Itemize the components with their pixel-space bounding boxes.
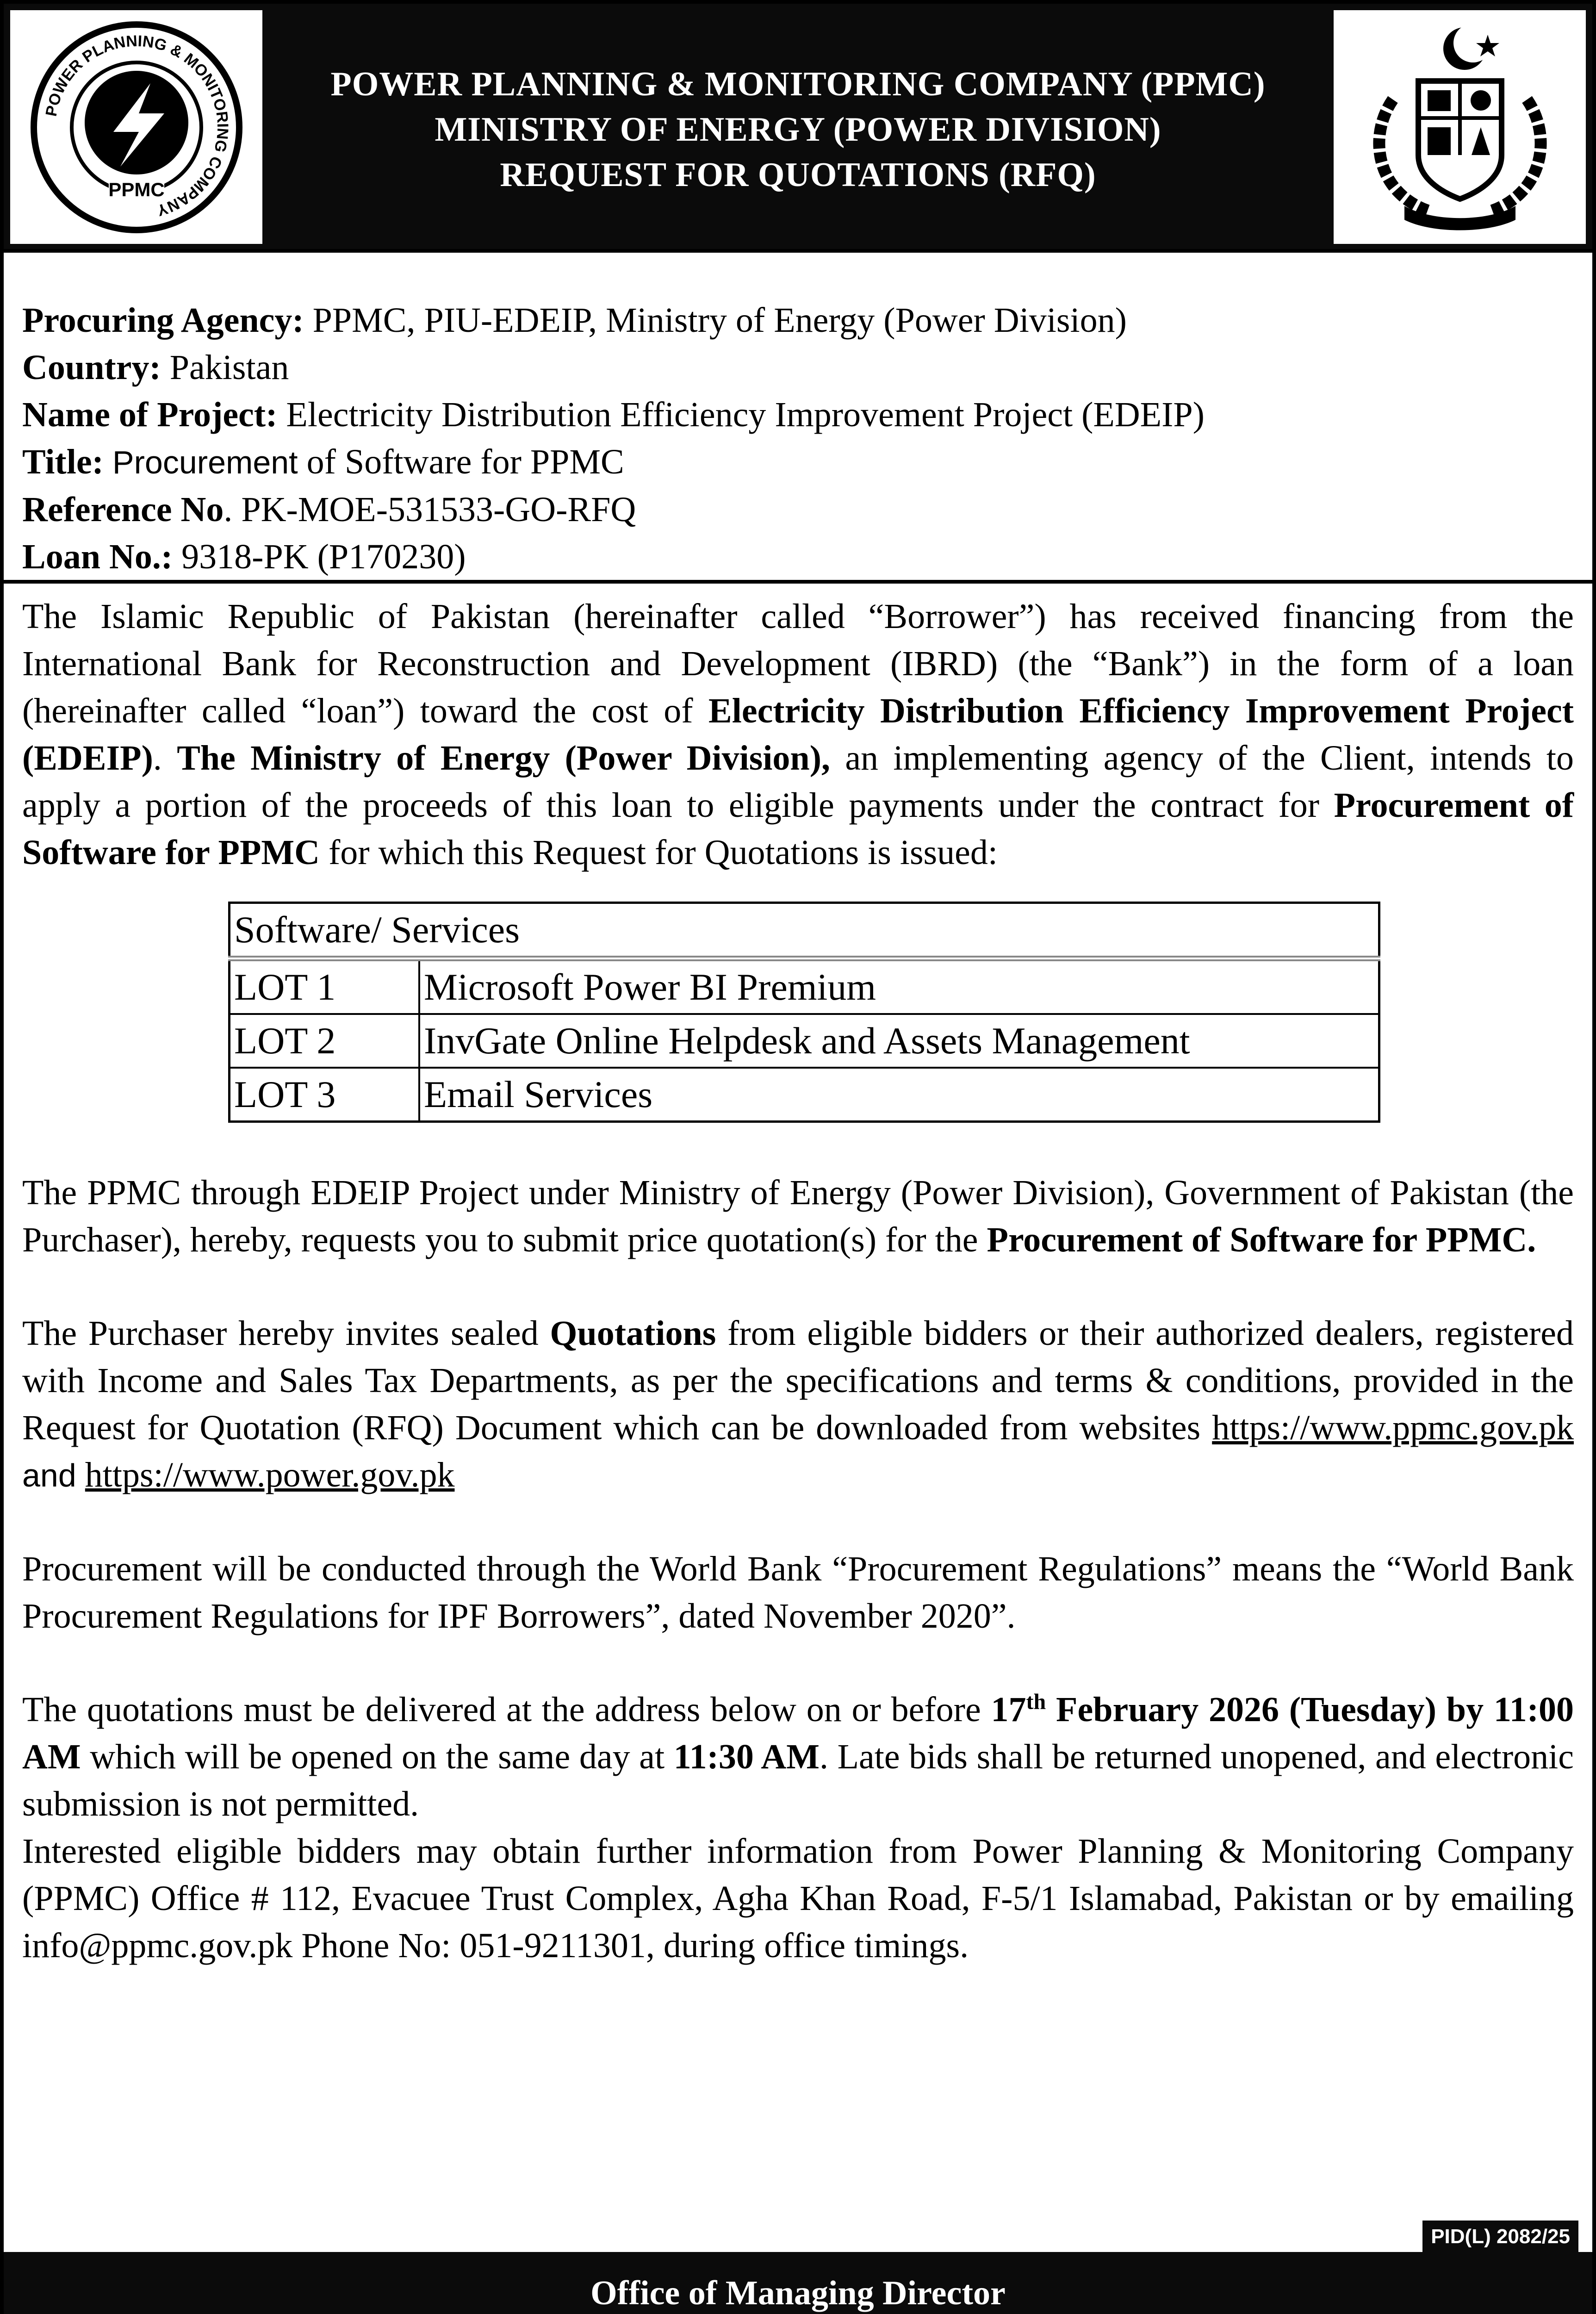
loan-row	[22, 533, 1574, 580]
procuring-agency-value: PPMC, PIU-EDEIP, Ministry of Energy (Power Division)	[312, 301, 1127, 340]
intro-text-2: an implementing agency of the Client, intends to apply a portion of the proceeds of this loan to eligible payments under the contract for	[22, 739, 1574, 825]
invitation-paragraph	[22, 1310, 1574, 1499]
project-name-label: Name of Project:	[22, 395, 278, 434]
procuring-agency-label: Procuring Agency:	[22, 301, 304, 340]
request-procurement: Procurement of Software for PPMC.	[987, 1220, 1536, 1259]
title-value-rest: of Software for PPMC	[306, 442, 624, 481]
lots-table	[228, 902, 1380, 1123]
reference-label: Reference No	[22, 490, 224, 529]
pid-badge: PID(L) 2082/25	[1422, 2221, 1578, 2253]
invitation-text-1: The Purchaser hereby invites sealed	[22, 1314, 539, 1353]
ppmc-logo	[10, 10, 262, 244]
deadline-day-suffix: th	[1026, 1689, 1046, 1714]
deadline-paragraph	[22, 1686, 1574, 1828]
procurement-details	[4, 253, 1592, 584]
table-row	[230, 958, 1379, 1014]
reference-value: . PK-MOE-531533-GO-RFQ	[224, 490, 636, 529]
ppmc-logo-icon	[28, 19, 245, 236]
service-cell: InvGate Online Helpdesk and Assets Management	[419, 1014, 1379, 1068]
regulations-paragraph: Procurement will be conducted through the World Bank “Procurement Regulations” means the “World Bank Procurement Regulations for IPF Borrowers”, dated November 2020”.	[22, 1549, 1574, 1636]
country-label: Country:	[22, 348, 161, 387]
loan-label: Loan No.:	[22, 537, 173, 576]
country-row	[22, 344, 1574, 391]
power-website-link[interactable]: https://www.power.gov.pk	[85, 1456, 455, 1494]
deadline-text-2: which will be opened on the same day at	[90, 1737, 665, 1776]
intro-text-3: for which this Request for Quotations is issued:	[329, 833, 998, 872]
invitation-text-2: from eligible bidders or their authorized dealers, registered with Income and Sales Tax Departments, as per the specifications and terms & conditions, provided in the Request for Quotation (RFQ) Document which can be downloaded from websites	[22, 1314, 1574, 1447]
government-emblem	[1334, 10, 1586, 244]
invitation-quotations: Quotations	[550, 1314, 716, 1353]
project-name-row	[22, 391, 1574, 438]
title-row	[22, 438, 1574, 486]
intro-ministry: The Ministry of Energy (Power Division),	[177, 739, 831, 778]
ppmc-logo-caption: PPMC	[108, 178, 165, 200]
deadline-day: 17	[991, 1690, 1026, 1729]
lots-table-header-cell: Software/ Services	[230, 903, 1379, 959]
and-conjunction: and	[22, 1457, 76, 1493]
lot-cell: LOT 2	[230, 1014, 420, 1068]
lot-cell: LOT 1	[230, 958, 420, 1014]
request-text: The PPMC through EDEIP Project under Ministry of Energy (Power Division), Government of Pakistan (the Purchaser), hereby, requests you to submit price quotation(s) for the	[22, 1173, 1574, 1259]
deadline-date-time: February 2026 (Tuesday) by 11:00 AM	[22, 1690, 1574, 1776]
intro-paragraph	[22, 593, 1574, 876]
header-banner	[4, 4, 1592, 253]
country-value: Pakistan	[169, 348, 289, 387]
intro-procurement: Procurement of Software for PPMC	[22, 786, 1574, 872]
ppmc-website-link[interactable]: https://www.ppmc.gov.pk	[1212, 1408, 1574, 1447]
opening-time: 11:30 AM	[673, 1737, 820, 1776]
state-emblem-icon	[1349, 16, 1571, 238]
footer-office: Office of Managing Director	[590, 2274, 1006, 2312]
lots-table-header	[230, 903, 1379, 959]
loan-value: 9318-PK (P170230)	[181, 537, 466, 576]
service-cell: Email Services	[419, 1068, 1379, 1122]
deadline-text-1: The quotations must be delivered at the address below on or before	[22, 1690, 981, 1729]
rfq-body	[4, 584, 1592, 1969]
request-paragraph	[22, 1169, 1574, 1263]
title-value-procurement: Procurement	[112, 444, 298, 480]
table-row	[230, 1068, 1379, 1122]
title-label: Title:	[22, 442, 104, 481]
contact-paragraph: Interested eligible bidders may obtain further information from Power Planning & Monitoring Company (PPMC) Office # 112, Evacuee Trust Complex, Agha Khan Road, F-5/1 Islamabad, Pakistan or by emailing info@ppmc.gov.pk Phone No: 051-9211301, during office timings.	[22, 1832, 1574, 1965]
ppmc-logo-ring-text: POWER PLANNING & MONITORING COMPANY	[42, 32, 231, 219]
footer-address-block	[4, 2252, 1592, 2314]
table-row	[230, 1014, 1379, 1068]
project-name-value: Electricity Distribution Efficiency Improvement Project (EDEIP)	[286, 395, 1205, 434]
procuring-agency-row	[22, 297, 1574, 344]
intro-project-name: Electricity Distribution Efficiency Improvement Project (EDEIP)	[22, 691, 1574, 778]
service-cell: Microsoft Power BI Premium	[419, 958, 1379, 1014]
intro-text-1: The Islamic Republic of Pakistan (hereinafter called “Borrower”) has received financing from the International Bank for Reconstruction and Development (IBRD) (the “Bank”) in the form of a loan (hereinafter called “loan”) toward the cost of	[22, 597, 1574, 730]
header-titles	[270, 62, 1326, 198]
ministry-title: MINISTRY OF ENERGY (POWER DIVISION)	[435, 111, 1161, 149]
intro-period: .	[153, 739, 162, 778]
company-title: POWER PLANNING & MONITORING COMPANY (PPMC)	[330, 65, 1266, 103]
lot-cell: LOT 3	[230, 1068, 420, 1122]
rfq-title: REQUEST FOR QUOTATIONS (RFQ)	[500, 156, 1096, 194]
deadline-text-3: . Late bids shall be returned unopened, and electronic submission is not permitted.	[22, 1737, 1574, 1823]
reference-row	[22, 486, 1574, 533]
